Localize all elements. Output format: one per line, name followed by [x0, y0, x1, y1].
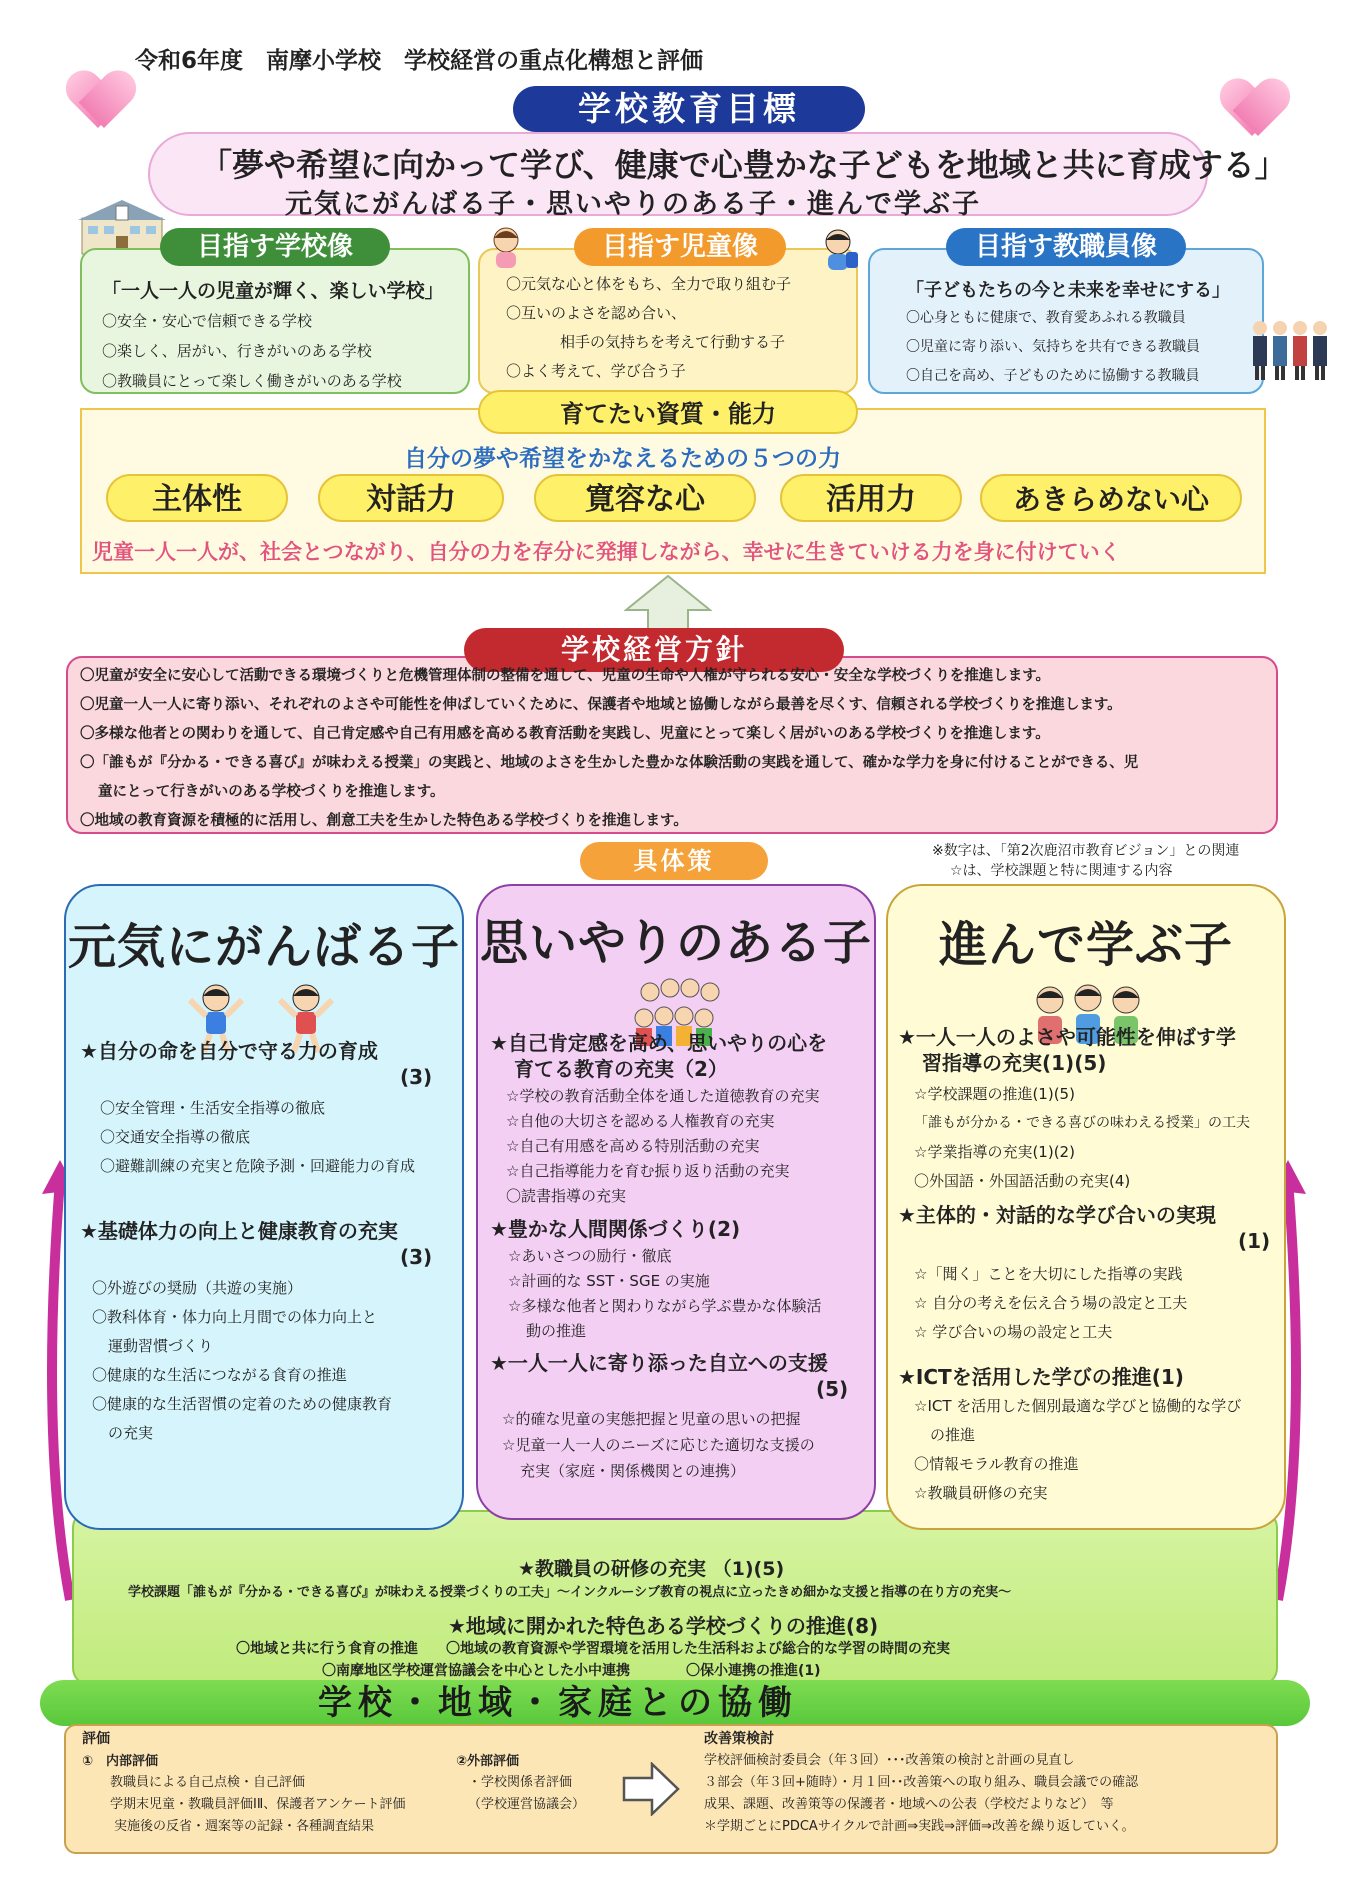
- susunde-item: ☆ 学び合いの場の設定と工夫: [914, 1323, 1113, 1341]
- goal-sub: 元気にがんばる子・思いやりのある子・進んで学ぶ子: [285, 189, 981, 220]
- child-image-item: 〇よく考えて、学び合う子: [506, 362, 686, 380]
- omoiyari-item: ☆学校の教育活動全体を通した道徳教育の充実: [506, 1087, 820, 1105]
- susunde-item: 〇外国語・外国語活動の充実(4): [914, 1172, 1131, 1190]
- omoiyari-heading-num: (5): [816, 1377, 849, 1401]
- omoiyari-item: ☆多様な他者と関わりながら学ぶ豊かな体験活: [508, 1297, 822, 1315]
- susunde-item: ☆学業指導の充実(1)(2): [914, 1143, 1075, 1161]
- child-boy-icon: [818, 228, 860, 280]
- susunde-item: ☆教職員研修の充実: [914, 1484, 1048, 1502]
- up-arrow-icon: [624, 574, 712, 636]
- susunde-item: 「誰もが分かる・できる喜びの味わえる授業」の工夫: [914, 1115, 1250, 1131]
- internal-eval-item: 教職員による自己点検・自己評価: [110, 1775, 306, 1790]
- genki-item: 〇避難訓練の充実と危険予測・回避能力の育成: [100, 1157, 416, 1175]
- goal-title: 学校教育目標: [513, 86, 865, 132]
- staff-image-lead: 「子どもたちの今と未来を幸せにする」: [906, 280, 1230, 301]
- genki-item: 運動習慣づくり: [108, 1337, 214, 1355]
- ability-pill: 寛容な心: [534, 474, 756, 522]
- staff-image-title: 目指す教職員像: [946, 228, 1186, 266]
- omoiyari-heading: 育てる教育の充実（2）: [514, 1057, 728, 1081]
- policy-line: 童にとって行きがいのある学校づくりを推進します。: [98, 784, 445, 800]
- staff-image-item: 〇児童に寄り添い、気持ちを共有できる教職員: [906, 339, 1200, 355]
- omoiyari-item: 〇読書指導の充実: [506, 1187, 627, 1205]
- genki-item: 〇安全管理・生活安全指導の徹底: [100, 1099, 326, 1117]
- evaluation-title: 評価: [82, 1731, 110, 1747]
- omoiyari-item: ☆児童一人一人のニーズに応じた適切な支援の: [502, 1436, 815, 1454]
- omoiyari-heading: ★豊かな人間関係づくり(2): [490, 1217, 741, 1241]
- internal-eval-item: 実施後の反省・週案等の記録・各種調査結果: [114, 1819, 375, 1834]
- omoiyari-item: ☆計画的な SST・SGE の実施: [508, 1272, 710, 1290]
- child-image-title: 目指す児童像: [574, 228, 786, 266]
- base-sub: 〇南摩地区学校運営協議会を中心とした小中連携 〇保小連携の推進(1): [322, 1663, 821, 1679]
- genki-item: の充実: [108, 1424, 154, 1442]
- ability-pill: 主体性: [106, 474, 288, 522]
- improve-title: 改善策検討: [704, 1731, 774, 1747]
- omoiyari-item: ☆自己指導能力を育む振り返り活動の充実: [506, 1162, 790, 1180]
- omoiyari-item: ☆あいさつの励行・徹底: [508, 1247, 672, 1265]
- improve-item: ３部会（年３回+随時）・月１回･･改善策への取り組み、職員会議での確認: [704, 1775, 1139, 1790]
- staff-people-icon: [1250, 316, 1330, 386]
- cooperation-banner-text: 学校・地域・家庭との協働: [318, 1683, 798, 1723]
- genki-item: 〇教科体育・体力向上月間での体力向上と: [92, 1308, 378, 1326]
- susunde-heading-num: (1): [1238, 1229, 1271, 1253]
- susunde-item: 〇情報モラル教育の推進: [914, 1455, 1079, 1473]
- policy-line: 〇児童一人一人に寄り添い、それぞれのよさや可能性を伸ばしていくために、保護者や地域と協働しながら最善を尽くす、信頼される学校づくりを推進します。: [80, 697, 1122, 713]
- omoiyari-heading: ★自己肯定感を高め、思いやりの心を: [490, 1031, 828, 1055]
- abilities-title: 育てたい資質・能力: [478, 390, 858, 434]
- genki-item: 〇外遊びの奨励（共遊の実施）: [92, 1279, 303, 1297]
- base-sub: 学校課題「誰もが『分かる・できる喜び』が味わえる授業づくりの工夫」～インクルーシブ教育の視点に立ったきめ細かな支援と指導の在り方の充実～: [128, 1585, 1012, 1600]
- goal-main: 「夢や希望に向かって学び、健康で心豊かな子どもを地域と共に育成する」: [200, 146, 1287, 184]
- child-image-item: 相手の気持ちを考えて行動する子: [560, 333, 786, 351]
- column-susunde-title: 進んで学ぶ子: [938, 917, 1233, 973]
- improve-item: 学校評価検討委員会（年３回）･･･改善策の検討と計画の見直し: [704, 1753, 1075, 1768]
- policy-line: 〇児童が安全に安心して活動できる環境づくりと危機管理体制の整備を通して、児童の生命や人権が守られる安心・安全な学校づくりを推進します。: [80, 668, 1051, 684]
- external-eval-item: （学校運営協議会）: [468, 1797, 586, 1812]
- base-sub: 〇地域と共に行う食育の推進 〇地域の教育資源や学習環境を活用した生活科および総合的な学習の時間の充実: [236, 1641, 950, 1657]
- improve-item: 成果、課題、改善策等の保護者・地域への公表（学校だよりなど） 等: [704, 1797, 1114, 1812]
- external-eval-title: ②外部評価: [456, 1754, 520, 1769]
- susunde-item: ☆学校課題の推進(1)(5): [914, 1085, 1075, 1103]
- note-line: ☆は、学校課題と特に関連する内容: [950, 863, 1173, 879]
- genki-item: 〇健康的な生活につながる食育の推進: [92, 1366, 347, 1384]
- staff-image-item: 〇自己を高め、子どものために協働する教職員: [906, 368, 1200, 384]
- susunde-item: ☆ 自分の考えを伝え合う場の設定と工夫: [914, 1294, 1188, 1312]
- heart-left-icon: [68, 72, 134, 132]
- school-building-icon: [78, 196, 166, 256]
- child-girl-icon: [486, 226, 526, 274]
- genki-heading: ★自分の命を自分で守る力の育成: [80, 1039, 378, 1063]
- genki-heading-num: (3): [400, 1065, 433, 1089]
- column-omoiyari: [476, 884, 876, 1520]
- base-heading: ★教職員の研修の充実 （1)(5): [518, 1558, 785, 1580]
- heart-right-icon: [1222, 80, 1288, 140]
- susunde-item: ☆「聞く」ことを大切にした指導の実践: [914, 1265, 1183, 1283]
- ability-pill: 活用力: [780, 474, 962, 522]
- abilities-subtitle: 自分の夢や希望をかなえるための５つの力: [404, 446, 841, 472]
- susunde-item: ☆ICT を活用した個別最適な学びと協働的な学び: [914, 1397, 1242, 1415]
- internal-eval-item: 学期末児童・教職員評価ⅠⅡ、保護者アンケート評価: [110, 1797, 406, 1812]
- policy-line: 〇多様な他者との関わりを通して、自己肯定感や自己有用感を高める教育活動を実践し、児童にとって楽しく居がいのある学校づくりを推進します。: [80, 726, 1050, 742]
- susunde-heading: 習指導の充実(1)(5): [922, 1051, 1107, 1075]
- omoiyari-item: 動の推進: [526, 1322, 587, 1340]
- column-omoiyari-title: 思いやりのある子: [479, 915, 872, 971]
- measures-title: 具体策: [580, 842, 768, 880]
- child-image-item: 〇互いのよさを認め合い、: [506, 304, 687, 322]
- susunde-heading: ★主体的・対話的な学び合いの実現: [898, 1203, 1216, 1227]
- school-image-item: 〇教職員にとって楽しく働きがいのある学校: [102, 372, 402, 390]
- school-image-item: 〇安全・安心で信頼できる学校: [102, 312, 313, 330]
- ability-pill: あきらめない心: [980, 474, 1242, 522]
- susunde-heading: ★一人一人のよさや可能性を伸ばす学: [898, 1025, 1236, 1049]
- omoiyari-item: ☆自他の大切さを認める人権教育の充実: [506, 1112, 775, 1130]
- policy-line: 〇地域の教育資源を積極的に活用し、創意工夫を生かした特色ある学校づくりを推進します。: [80, 813, 688, 829]
- column-susunde: [886, 884, 1286, 1530]
- school-image-title: 目指す学校像: [160, 228, 390, 266]
- base-heading: ★地域に開かれた特色ある学校づくりの推進(8): [448, 1614, 879, 1638]
- note-line: ※数字は、「第2次鹿沼市教育ビジョン」との関連: [932, 843, 1240, 859]
- improve-item: ＊学期ごとにPDCAサイクルで計画⇒実践⇒評価⇒改善を繰り返していく。: [704, 1819, 1135, 1834]
- susunde-heading: ★ICTを活用した学びの推進(1): [898, 1365, 1184, 1389]
- abilities-footer: 児童一人一人が、社会とつながり、自分の力を存分に発揮しながら、幸せに生きていける力を身に付けていく: [92, 540, 1121, 564]
- school-image-lead: 「一人一人の児童が輝く、楽しい学校」: [102, 280, 444, 302]
- column-genki: [64, 884, 464, 1530]
- susunde-item: の推進: [930, 1426, 976, 1444]
- genki-item: 〇交通安全指導の徹底: [100, 1128, 251, 1146]
- right-arrow-icon: [622, 1762, 680, 1820]
- child-image-item: 〇元気な心と体をもち、全力で取り組む子: [506, 275, 792, 293]
- genki-heading: ★基礎体力の向上と健康教育の充実: [80, 1219, 398, 1243]
- external-eval-item: ・学校関係者評価: [468, 1775, 573, 1790]
- document-title: 令和6年度 南摩小学校 学校経営の重点化構想と評価: [135, 48, 704, 74]
- ability-pill: 対話力: [318, 474, 504, 522]
- school-image-item: 〇楽しく、居がい、行きがいのある学校: [102, 342, 372, 360]
- omoiyari-item: 充実（家庭・関係機関との連携）: [520, 1462, 746, 1480]
- genki-item: 〇健康的な生活習慣の定着のための健康教育: [92, 1395, 393, 1413]
- genki-heading-num: (3): [400, 1245, 433, 1269]
- internal-eval-title: ① 内部評価: [82, 1754, 159, 1769]
- omoiyari-item: ☆自己有用感を高める特別活動の充実: [506, 1137, 760, 1155]
- column-genki-title: 元気にがんばる子: [67, 919, 460, 975]
- staff-image-item: 〇心身ともに健康で、教育愛あふれる教職員: [906, 310, 1186, 326]
- omoiyari-heading: ★一人一人に寄り添った自立への支援: [490, 1351, 828, 1375]
- omoiyari-item: ☆的確な児童の実態把握と児童の思いの把握: [502, 1410, 801, 1428]
- policy-title: 学校経営方針: [464, 628, 844, 672]
- policy-line: 〇「誰もが『分かる・できる喜び』が味わえる授業」の実践と、地域のよさを生かした豊かな体験活動の実践を通して、確かな学力を身に付けることができる、児: [80, 755, 1139, 771]
